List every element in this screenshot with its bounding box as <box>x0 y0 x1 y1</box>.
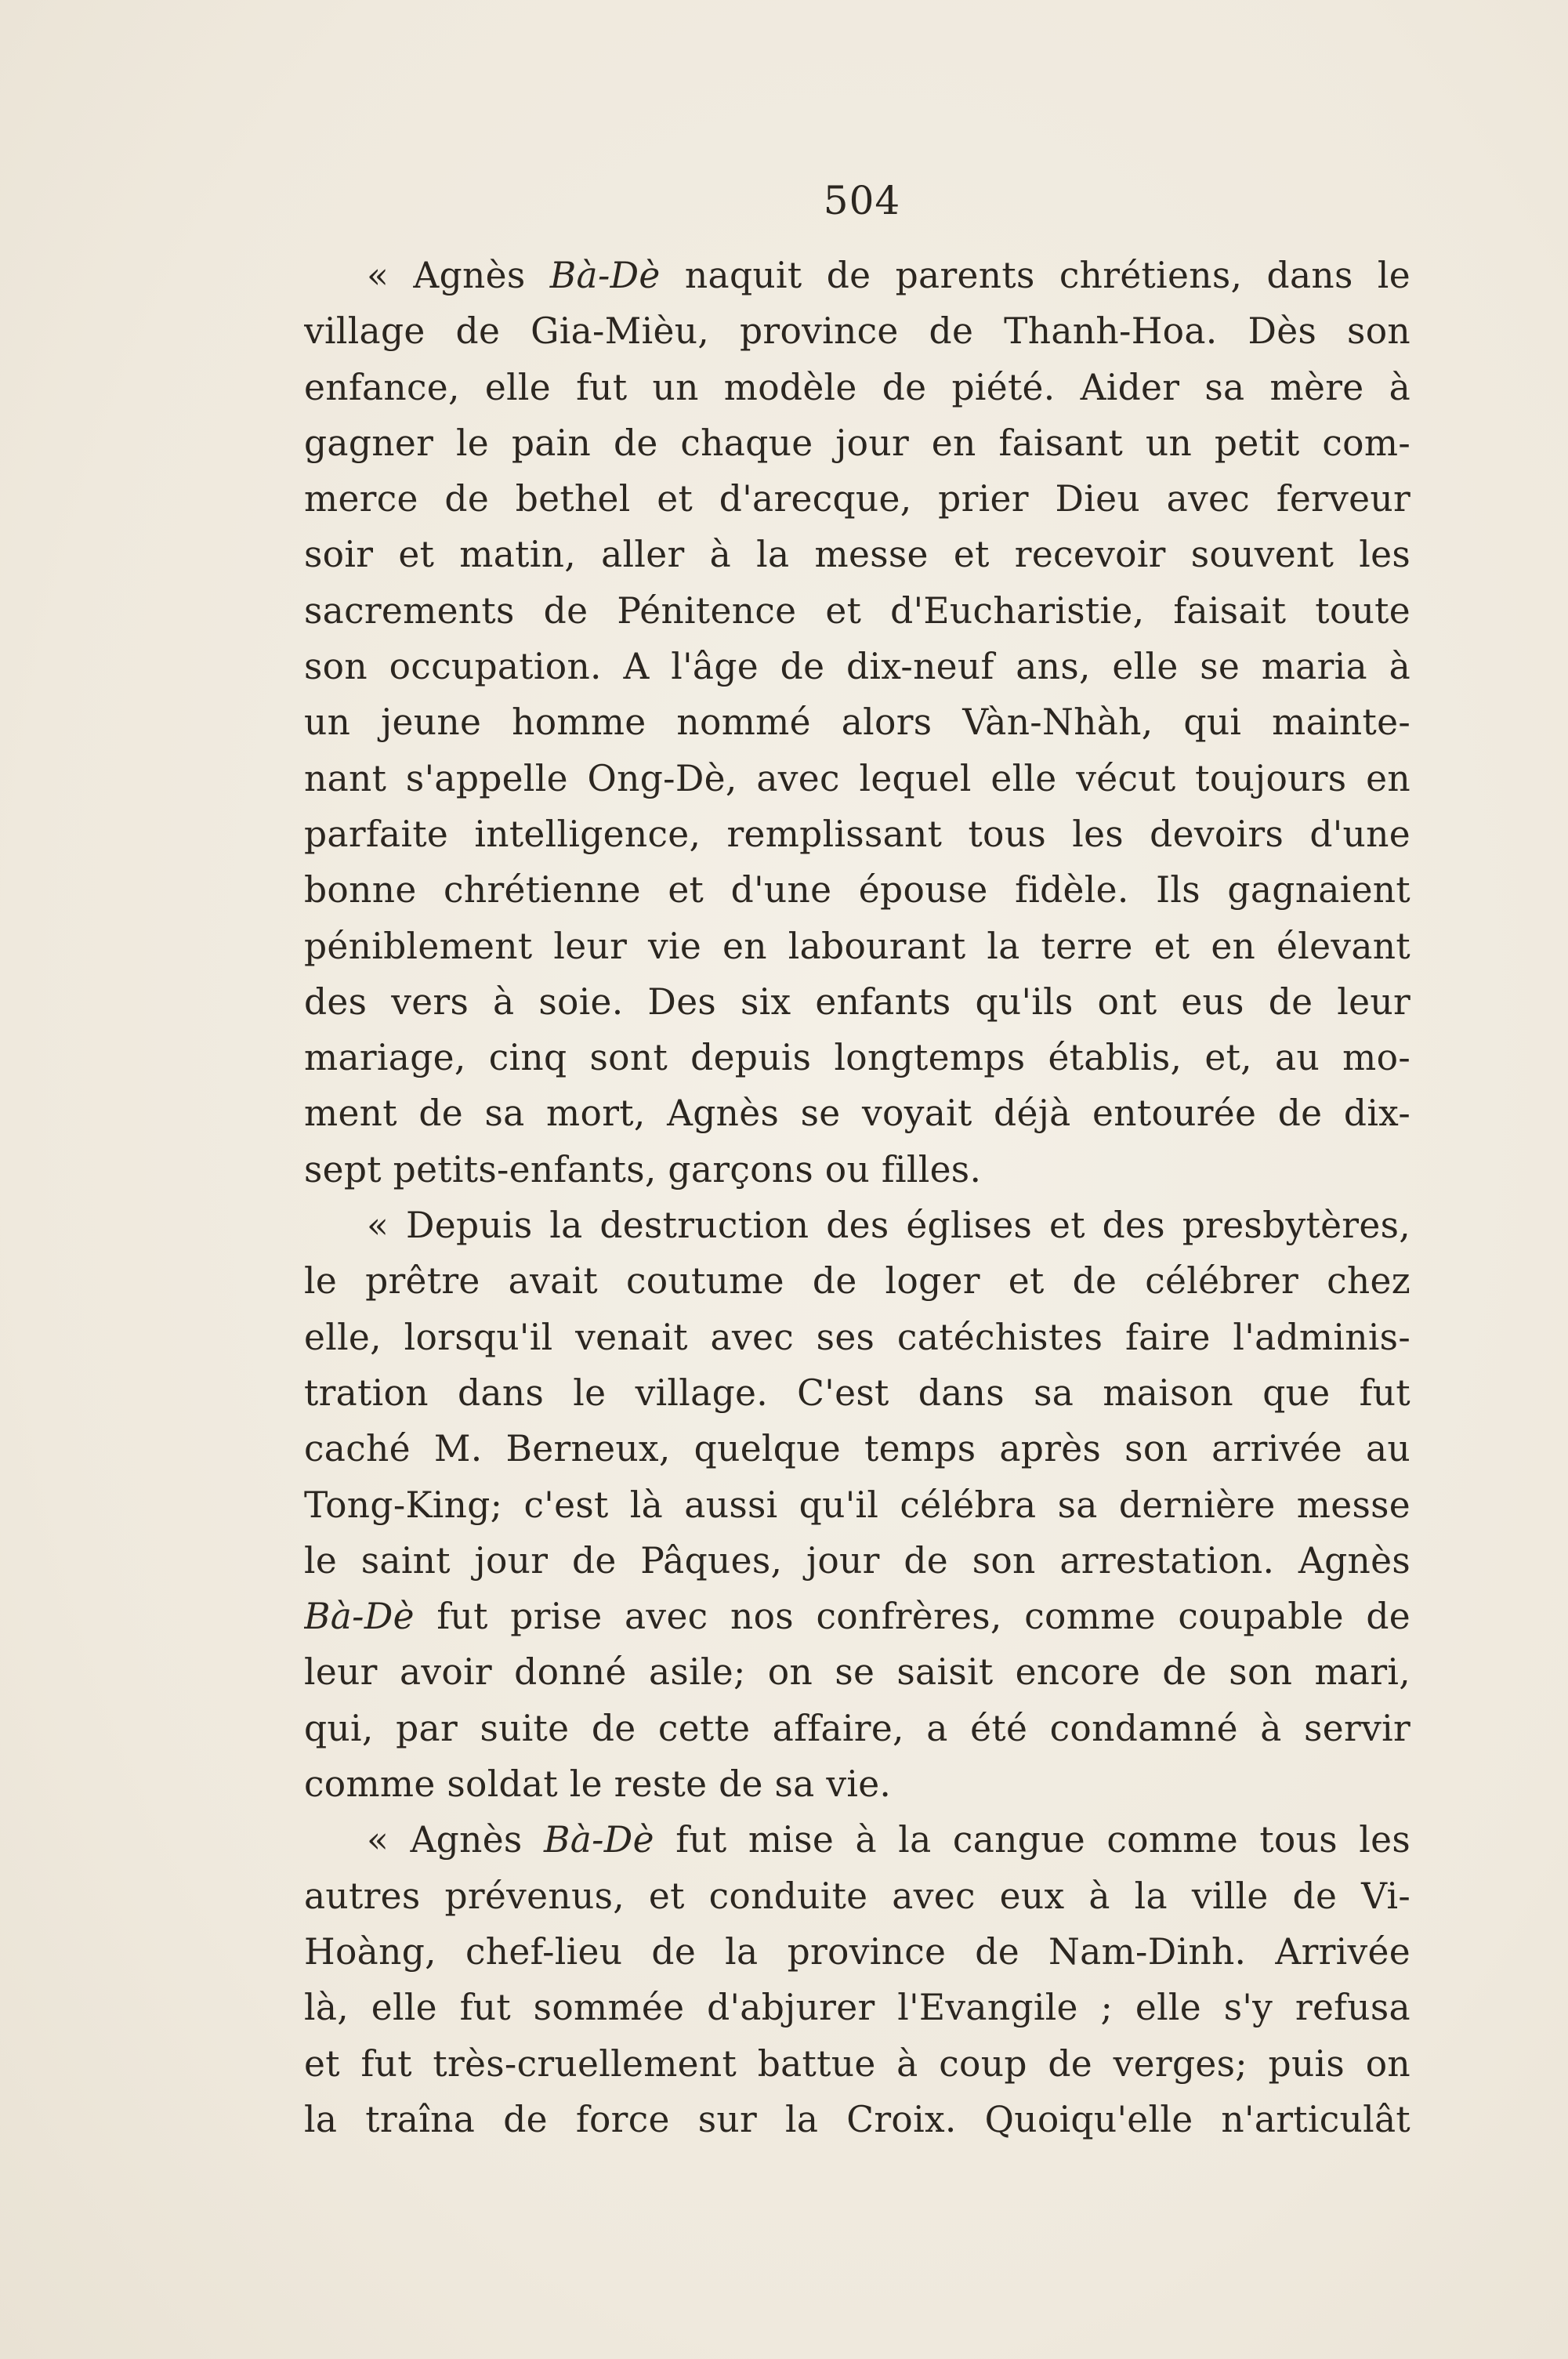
text-segment: un jeune homme nommé alors Vàn-Nhàh, qui mainte- <box>304 701 1410 744</box>
page-number: 504 <box>823 178 901 223</box>
text-line <box>304 303 1410 359</box>
text-segment: bonne chrétienne et d'une épouse fidèle. Ils gagnaient <box>304 869 1410 911</box>
text-segment: village de Gia-Mièu, province de Thanh-Hoa. Dès son <box>304 310 1410 353</box>
text-line <box>304 1421 1410 1477</box>
text-line <box>304 862 1410 918</box>
text-line <box>304 751 1410 806</box>
text-segment: la traîna de force sur la Croix. Quoiqu'elle n'articulât <box>304 2098 1410 2140</box>
text-segment: qui, par suite de cette affaire, a été condamné à servir <box>304 1707 1410 1749</box>
text-segment: gagner le pain de chaque jour en faisant un petit com- <box>304 422 1410 464</box>
text-line <box>304 1533 1410 1589</box>
text-segment: fut mise à la cangue comme tous les <box>654 1819 1410 1861</box>
text-line <box>304 974 1410 1030</box>
italic-name: Bà-Dè <box>304 1596 415 1638</box>
text-line <box>304 471 1410 527</box>
text-line <box>304 1812 1410 1868</box>
text-line <box>304 1198 1410 1253</box>
text-segment: « Depuis la destruction des églises et des presbytères, <box>367 1205 1410 1247</box>
text-line <box>304 583 1410 639</box>
text-segment: caché M. Berneux, quelque temps après son arrivée au <box>304 1428 1410 1470</box>
text-line <box>304 1030 1410 1085</box>
text-segment: Hoàng, chef-lieu de la province de Nam-Dinh. Arrivée <box>304 1930 1410 1973</box>
italic-name: Bà-Dè <box>543 1819 654 1861</box>
text-segment: autres prévenus, et conduite avec eux à la ville de Vi- <box>304 1875 1410 1917</box>
text-line <box>304 806 1410 862</box>
text-segment: Tong-King; c'est là aussi qu'il célébra sa dernière messe <box>304 1484 1410 1526</box>
text-segment: des vers à soie. Des six enfants qu'ils ont eus de leur <box>304 980 1410 1023</box>
text-line <box>304 1477 1410 1533</box>
text-segment: tration dans le village. C'est dans sa maison que fut <box>304 1372 1410 1414</box>
text-segment: ment de sa mort, Agnès se voyait déjà entourée de dix- <box>304 1093 1410 1135</box>
text-segment: parfaite intelligence, remplissant tous les devoirs d'une <box>304 813 1410 855</box>
text-segment: son occupation. A l'âge de dix-neuf ans, elle se maria à <box>304 646 1410 688</box>
text-line <box>304 1701 1410 1756</box>
text-line <box>304 2092 1410 2147</box>
text-segment: « Agnès <box>367 255 550 296</box>
text-line <box>304 694 1410 750</box>
text-segment: leur avoir donné asile; on se saisit encore de son mari, <box>304 1651 1410 1694</box>
text-segment: le saint jour de Pâques, jour de son arrestation. Agnès <box>304 1539 1410 1582</box>
text-segment: « Agnès <box>367 1819 544 1861</box>
text-line <box>304 1142 1410 1198</box>
text-segment: péniblement leur vie en labourant la terre et en élevant <box>304 925 1410 967</box>
text-segment: sept petits-enfants, garçons ou filles. <box>304 1148 982 1190</box>
text-segment: le prêtre avait coutume de loger et de célébrer chez <box>304 1260 1410 1303</box>
text-line <box>304 919 1410 974</box>
text-segment: elle, lorsqu'il venait avec ses catéchistes faire l'adminis- <box>304 1316 1410 1358</box>
text-line <box>304 1644 1410 1700</box>
text-line <box>304 1589 1410 1644</box>
text-line <box>304 1756 1410 1812</box>
text-segment: là, elle fut sommée d'abjurer l'Evangile ; elle s'y refusa <box>304 1987 1410 2029</box>
text-line <box>304 1310 1410 1365</box>
text-line <box>304 1085 1410 1141</box>
text-segment: sacrements de Pénitence et d'Eucharistie, faisait toute <box>304 589 1410 632</box>
text-segment: enfance, elle fut un modèle de piété. Aider sa mère à <box>304 366 1410 408</box>
text-segment: nant s'appelle Ong-Dè, avec lequel elle vécut toujours en <box>304 757 1410 799</box>
text-segment: mariage, cinq sont depuis longtemps établis, et, au mo- <box>304 1037 1410 1079</box>
body-text <box>304 248 1410 2147</box>
text-segment: soir et matin, aller à la messe et recevoir souvent les <box>304 534 1410 576</box>
text-segment: naquit de parents chrétiens, dans le <box>660 255 1410 296</box>
text-segment: et fut très-cruellement battue à coup de verges; puis on <box>304 2042 1410 2085</box>
text-segment: fut prise avec nos confrères, comme coupable de <box>414 1596 1410 1638</box>
text-line <box>304 1980 1410 2035</box>
text-line <box>304 360 1410 415</box>
text-line <box>304 639 1410 694</box>
text-line <box>304 248 1410 303</box>
text-line <box>304 2036 1410 2092</box>
text-line <box>304 1868 1410 1924</box>
text-line <box>304 1253 1410 1309</box>
text-segment: comme soldat le reste de sa vie. <box>304 1763 892 1806</box>
text-line <box>304 1365 1410 1421</box>
text-line <box>304 527 1410 582</box>
italic-name: Bà-Dè <box>549 255 661 296</box>
text-segment: merce de bethel et d'arecque, prier Dieu avec ferveur <box>304 478 1410 520</box>
text-line <box>304 1924 1410 1980</box>
text-line <box>304 415 1410 471</box>
